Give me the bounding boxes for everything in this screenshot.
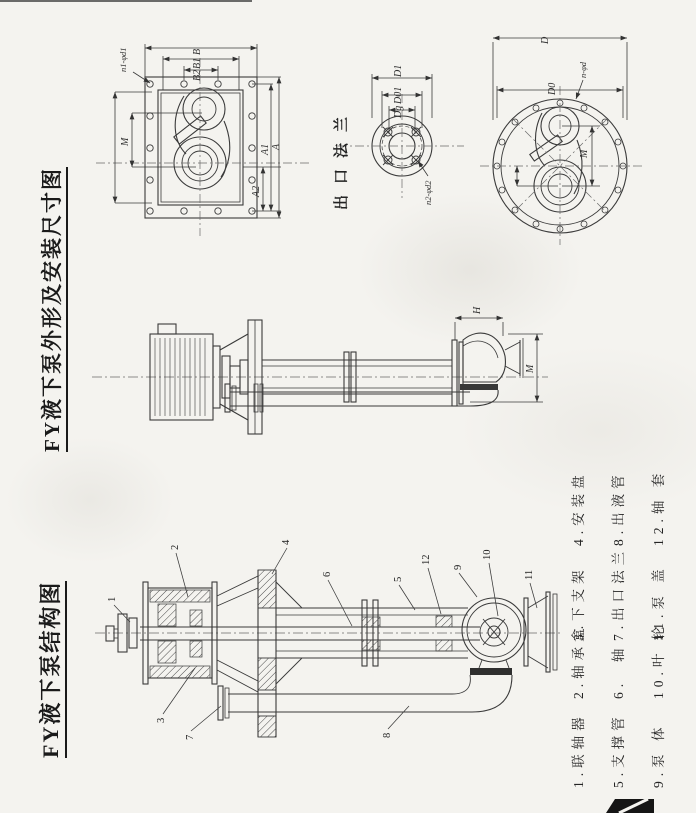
callout-10: 10 — [482, 549, 493, 560]
dim-label-dg: Dg — [393, 105, 404, 118]
dim-label-b1: B1 — [192, 57, 203, 69]
callout-9: 9 — [453, 564, 464, 570]
parts-entry-10: 10.叶 轮 — [651, 621, 666, 699]
parts-entry-2: 2.轴承盒 — [571, 623, 586, 699]
outlet-flange-caption: 出口法兰 — [334, 105, 350, 210]
dim-label-h: H — [472, 306, 483, 314]
dim-label-b: B — [192, 48, 203, 55]
callout-5: 5 — [393, 576, 404, 582]
parts-entry-7: 7.出口法兰 — [611, 546, 626, 641]
dim-label-m-side: M — [525, 364, 536, 373]
dim-label-d1: D1 — [393, 64, 404, 77]
dim-label-b2: B2 — [192, 69, 203, 81]
dim-label-a2: A2 — [251, 185, 262, 197]
parts-entry-5: 5.支撑管 — [611, 712, 626, 788]
parts-entry-1: 1.联轴器 — [571, 712, 586, 788]
bolt-note-n-d: n-φd — [578, 61, 588, 78]
callout-1: 1 — [107, 596, 118, 602]
callout-8: 8 — [382, 732, 393, 738]
callout-2: 2 — [170, 544, 181, 550]
page-corner-mark — [606, 799, 654, 813]
callout-4: 4 — [281, 539, 292, 545]
bolt-note-n2-d2: n2-φd2 — [423, 180, 433, 205]
dim-label-d01: D01 — [393, 86, 404, 104]
drawing-d-pump-side-view — [92, 318, 548, 434]
outline-drawing-title: FY液下泵外形及安装尺寸图 — [42, 167, 68, 452]
dim-label-m-round-plate: M — [579, 149, 590, 158]
dim-label-d0: D0 — [547, 82, 558, 95]
callout-12: 12 — [421, 554, 432, 565]
dim-label-a1: A1 — [260, 143, 271, 155]
dim-label-m-plate: M — [120, 137, 131, 146]
dim-label-d: D — [540, 36, 551, 44]
parts-entry-8: 8.出液管 — [611, 470, 626, 546]
bolt-note-n1-d1: n1-φd1 — [118, 47, 128, 72]
parts-entry-11: 11.泵 盖 — [651, 564, 666, 641]
callout-7: 7 — [185, 734, 196, 740]
parts-entry-4: 4.安装盘 — [571, 470, 586, 546]
drawing-c-round-plate-view — [480, 38, 645, 245]
callout-6: 6 — [322, 571, 333, 577]
callout-11: 11 — [524, 569, 535, 580]
parts-entry-3: 3.下支架 — [571, 565, 586, 641]
structure-drawing-title: FY液下泵结构图 — [40, 581, 67, 758]
dim-label-a: A — [271, 143, 282, 150]
callout-3: 3 — [156, 717, 167, 723]
parts-entry-12: 12.轴 套 — [651, 468, 666, 546]
parts-entry-6: 6. 轴 — [611, 643, 626, 699]
parts-entry-9: 9.泵 体 — [651, 722, 666, 788]
